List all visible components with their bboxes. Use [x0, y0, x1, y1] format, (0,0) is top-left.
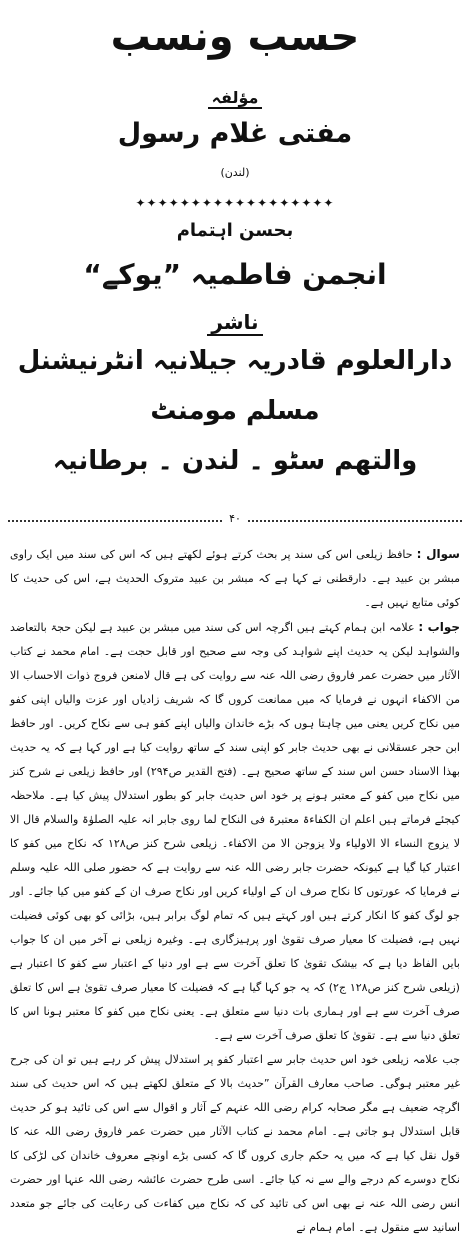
closing-paragraph: جب علامہ زیلعی خود اس حدیث جابر سے اعتبار کفو پر استدلال پیش کر رہے ہیں تو ان کی جرح غیر معتبر ہوگی۔ صاحب معارف القرآن ”حدیث بالا کے متعلق لکھتے ہیں کہ اس حدیث کی سند اگرچہ ضعیف ہے مگر صحابہ کرام رضی اللہ عنہم کے آثار و اقوال سے اس کی تائید ہو کر حدیث قابل استدلال ہو جاتی ہے۔ امام محمد نے کتاب الآثار میں حضرت عمر فاروق رضی اللہ عنہ کا قول نقل کیا ہے کہ میں یہ حکم جاری کروں گا کہ کسی بڑے اونچے معروف خاندان کی لڑکی کا نکاح دوسرے کم درجے والے سے نہ کیا جائے۔ اسی طرح حضرت عائشہ رضی اللہ عنہا اور حضرت انس رضی اللہ عنہ نے بھی اس کی تائید کی کہ نکاح میں کفاءت کی رعایت کی جائے جو متعدد اسانید سے منقول ہے۔ امام ہمام نے	[10, 1053, 460, 1234]
patron-organization: انجمن فاطمیہ ”یوکے“	[83, 258, 387, 291]
page-divider	[0, 512, 470, 530]
author-label	[0, 88, 470, 107]
title-page-section	[0, 0, 470, 500]
author-name: مفتی غلام رسول	[117, 118, 353, 149]
answer-text: علامہ ابن ہمام کہتے ہیں اگرچہ اس کی سند میں مبشر بن عبید ہے لیکن حجۃ بالتعاضد والشواہد لیکن یہ حدیث اپنے شواہد کی وجہ سے صحیح اور قابل حجت ہے۔ امام محمد نے کتاب الآثار میں حضرت عمر فاروق رضی اللہ عنہ سے روایت کی ہے قال لامنعن فروج ذوات الاحساب الا من الاکفاء انہوں نے فرمایا کہ میں ممانعت کروں گا کہ شریف زادیاں اور عزت والیاں اپنی کفو میں نکاح کریں یعنی میں چاہتا ہوں کہ بڑے خاندان والیاں اپنے کفو ہی سے نکاح کریں۔ اور حافظ ابن حجر عسقلانی نے بھی حدیث جابر کو اپنی سند کے ساتھ روایت کیا ہے اور کہا ہے کہ یہ حدیث بھذا الاسناد حسن اس سند کے ساتھ صحیح ہے۔ (فتح القدیر ص۲۹۴) اور حافظ زیلعی نے شرح کنز میں نکاح میں کفو کے معتبر ہونے پر خود اس حدیث جابر کو بطور استدلال پیش کیا ہے۔ ملاحظہ کیجئے فرماتے ہیں اعلم ان الکفاءۃ معتبرۃ فی النکاح لما روی جابر انہ علیہ الصلوٰۃ والسلام قال الا لا یزوج النساء الا الاولیاء ولا یزوجن الا من الاکفاء۔ زیلعی شرح کنز ص۱۲۸ کہ نکاح میں کفو کا اعتبار کیا گیا ہے کیونکہ حضرت جابر رضی اللہ عنہ سے روایت ہے کہ حضور صلی اللہ علیہ وسلم نے فرمایا کہ عورتوں کا نکاح صرف ان کے اولیاء کریں اور نکاح صرف ان کے کفو میں کیا جائے۔ اور جو لوگ کفو کا انکار کرتے ہیں اور کہتے ہیں کہ تمام لوگ برابر ہیں، بڑائی کو بھی کوئی فضیلت نہیں ہے، فضیلت کا معیار صرف تقویٰ اور پرہیزگاری ہے۔ وغیرہ زیلعی نے آخر میں ان کا جواب بایں الفاظ دیا ہے کہ بیشک تقویٰ کا تعلق آخرت سے ہے اور دنیا کے اعتبار سے کفو کا اعتبار ہے (زیلعی شرح کنز ص۱۲۸ ج۲) کہ یہ جو کہا گیا ہے کہ فضیلت کا معیار صرف تقویٰ ہے اس کا تعلق صرف آخرت سے ہے اور ہماری بات دنیا سے متعلق ہے۔ یعنی نکاح میں کفو کا معتبر ہونا اس کا تعلق دنیا سے ہے۔ تقویٰ کا تعلق صرف آخرت سے ہے۔	[10, 621, 460, 1042]
question-text: حافظ زیلعی اس کی سند پر بحث کرتے ہوئے لکھتے ہیں کہ اس کی سند میں ایک راوی مبشر بن عبید ہے۔ دارقطنی نے کہا ہے کہ مبشر بن عبید متروک الحدیث ہے، اس کی حدیث کا کوئی متابع نہیں ہے۔	[10, 548, 460, 609]
publisher-subname: مسلم مومنٹ	[150, 396, 320, 426]
publisher-label	[0, 310, 470, 334]
page-number: ۴۰	[223, 512, 247, 525]
author-city: (لندن)	[220, 166, 250, 179]
question-paragraph	[10, 542, 460, 615]
publisher-name: دارالعلوم قادریہ جیلانیہ انٹرنیشنل	[17, 346, 453, 376]
answer-lead: جواب :	[418, 620, 461, 634]
publisher-label-text: ناشر	[207, 310, 262, 336]
star-divider: ✦✦✦✦✦✦✦✦✦✦✦✦✦✦✦✦✦✦	[135, 196, 335, 210]
answer-paragraph	[10, 615, 460, 1048]
patron-label: بحسن اہتمام	[176, 220, 294, 241]
publisher-address: والتھم سٹو ۔ لندن ۔ برطانیہ	[52, 446, 418, 476]
body-text	[10, 542, 461, 1234]
question-lead: سوال :	[416, 547, 460, 561]
author-label-text: مؤلفہ	[208, 88, 263, 109]
book-title: حسب ونسب	[110, 14, 360, 60]
